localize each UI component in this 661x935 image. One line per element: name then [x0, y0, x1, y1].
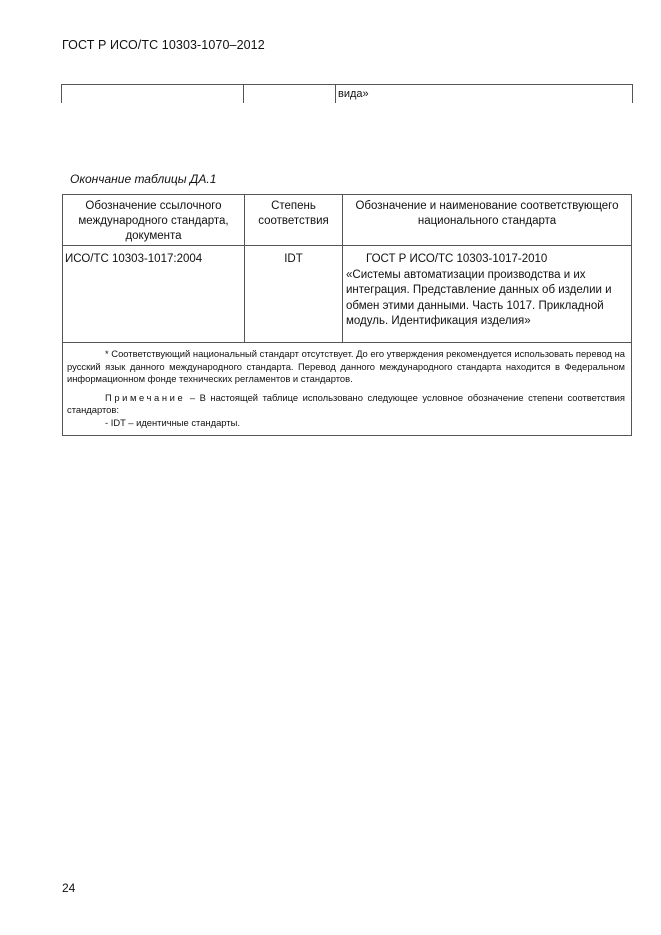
note-label: Примечание [105, 391, 186, 403]
header-national-standard: Обозначение и наименование соответствующего национального стандарта [343, 195, 632, 246]
header-degree: Степень соответствия [245, 195, 343, 246]
note-paragraph [67, 392, 625, 417]
note-text: – В настоящей таблице использовано следующее условное обозначение степени соответствия стандартов: [67, 391, 625, 415]
page-number: 24 [62, 881, 76, 895]
note-list-item: - IDT – идентичные стандарты. [105, 416, 240, 428]
national-standard-title: «Системы автоматизации производства и их интеграция. Представление данных об изделии и обмен этими данными. Часть 1017. Прикладной модуль. Идентификация изделия» [346, 268, 612, 328]
table-footnote-cell [63, 343, 632, 436]
table-header-row [63, 195, 632, 246]
table-caption: Окончание таблицы ДА.1 [70, 172, 217, 186]
footnote-text: * Соответствующий национальный стандарт отсутствует. До его утверждения рекомендуется использовать перевод на русский язык данного международного стандарта. Перевод данного международного стандарта находится в Федеральном информационном фонде технических регламентов и стандартов. [67, 348, 625, 384]
fragment-column-divider [243, 85, 244, 103]
fragment-column-divider [335, 85, 336, 103]
table-row [63, 246, 632, 343]
table-footer-row [63, 343, 632, 436]
reference-table [62, 194, 632, 436]
cell-ref-standard: ИСО/ТС 10303-1017:2004 [63, 246, 245, 343]
header-ref-standard: Обозначение ссылочного международного стандарта, документа [63, 195, 245, 246]
fragment-cell-text: вида» [338, 88, 369, 100]
page-header: ГОСТ Р ИСО/ТС 10303-1070–2012 [62, 38, 265, 52]
national-standard-code: ГОСТ Р ИСО/ТС 10303-1017-2010 [366, 253, 548, 265]
cell-degree: IDT [245, 246, 343, 343]
cell-national-standard [343, 246, 632, 343]
